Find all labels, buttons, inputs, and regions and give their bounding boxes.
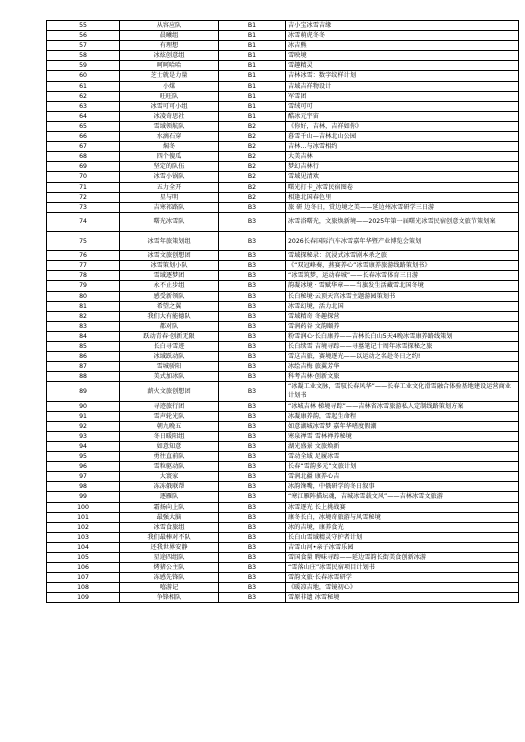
team-name-cell: 雪域领航队 [120,121,219,131]
project-title-cell: 长白山雪域精灵守护者计划 [286,532,519,542]
project-title-cell: 冰雪幻境，活力北国 [286,301,519,311]
row-number-cell: 102 [47,522,120,532]
group-cell: B3 [219,593,286,603]
table-row [47,301,519,311]
team-name-cell: 长白寻雪迹 [120,342,219,352]
team-name-cell: 小煤 [120,81,219,91]
project-title-cell: “雪落山庄”冰雪民宿项目计划书 [286,563,519,573]
project-title-cell: 冰雪萌虎冬冬 [286,31,519,41]
row-number-cell: 75 [47,231,120,250]
table-row [47,281,519,291]
group-cell: B1 [219,71,286,81]
group-cell: B3 [219,301,286,311]
row-number-cell: 69 [47,162,120,172]
team-name-cell: 冰凌奇思社 [120,111,219,121]
team-name-cell: 逐雁队 [120,492,219,502]
row-number-cell: 62 [47,91,120,101]
project-title-cell: 长白秘境·云顶天宫冰雪主题游园策划书 [286,291,519,301]
team-name-cell: 水滴石穿 [120,132,219,142]
team-name-cell: 霜扬向上队 [120,502,219,512]
project-title-cell: 科考吉林·创新文旅 [286,372,519,382]
table-row [47,121,519,131]
project-title-cell: 冰绘吉梅 旅翼芳华 [286,362,519,372]
team-name-cell: 都对队 [120,321,219,331]
group-cell: B2 [219,172,286,182]
project-title-cell: 雪动全域 足履冰雪 [286,452,519,462]
row-number-cell: 95 [47,452,120,462]
group-cell: B3 [219,281,286,291]
row-number-cell: 77 [47,261,120,271]
row-number-cell: 96 [47,462,120,472]
group-cell: B1 [219,61,286,71]
table-row [47,311,519,321]
project-title-cell: 雪韵文旅·长春冰雪研学 [286,573,519,583]
project-title-cell: 雪原非遗 冰雪秘境 [286,593,519,603]
group-cell: B1 [219,21,286,31]
table-row [47,552,519,562]
row-number-cell: 63 [47,101,120,111]
project-title-cell: 2026长春国际汽车冰雪嘉年华暨产业博览会策划 [286,231,519,250]
project-title-cell: 如意湖城冰雪梦 嘉年华嗜度假潮 [286,421,519,431]
group-cell: B3 [219,552,286,562]
group-cell: B2 [219,182,286,192]
project-title-cell: 旅 研 边冬日，赏边境之美——延边州冰雪研学三日游 [286,202,519,212]
row-number-cell: 78 [47,271,120,281]
table-row [47,411,519,421]
group-cell: B3 [219,271,286,281]
row-number-cell: 85 [47,342,120,352]
project-title-cell: 吉域吉祥物设计 [286,81,519,91]
project-title-cell: 湖光盛景 文旅焕新 [286,441,519,451]
project-title-cell: 暮雪千山—吉林北山公园 [286,132,519,142]
table-row [47,382,519,401]
table-row [47,152,519,162]
row-number-cell: 79 [47,281,120,291]
project-title-cell: 吉小宝冰雪吉缘 [286,21,519,31]
project-title-cell: 雪绒可可 [286,101,519,111]
table-row [47,41,519,51]
row-number-cell: 106 [47,563,120,573]
table-row [47,101,519,111]
project-title-cell: 雪这吉旅，赛境逐光——以运动之名赴冬日之约! [286,352,519,362]
project-title-cell: 《暖凉吉地，雪镜初心》 [286,583,519,593]
group-cell: B3 [219,311,286,321]
team-name-cell: 冰雪文旅创想团 [120,251,219,261]
team-name-cell: 冰雪小锅队 [120,172,219,182]
row-number-cell: 98 [47,482,120,492]
table-row [47,482,519,492]
group-cell: B1 [219,111,286,121]
row-number-cell: 99 [47,492,120,502]
project-title-cell: “寒江雁阵描坛魂，吉城冰雪载文风”——吉林冰雪文旅游 [286,492,519,502]
group-cell: B3 [219,441,286,451]
project-title-cell: 长春“雪韵多元”文旅计划 [286,462,519,472]
group-cell: B1 [219,81,286,91]
team-name-cell: 寻迹旅行团 [120,401,219,411]
row-number-cell: 94 [47,441,120,451]
row-number-cell: 97 [47,472,120,482]
row-number-cell: 70 [47,172,120,182]
team-name-cell: 冰雪可可小组 [120,101,219,111]
project-title-cell: “冰城吉林 梯境寻踪”——吉林省冰雪旅游私人定制线路策划方案 [286,401,519,411]
project-title-cell: “冰雪筑梦，运动春城”——长春冰雪体育三日游 [286,271,519,281]
team-name-cell: 星途四组队 [120,552,219,562]
table-row [47,542,519,552]
row-number-cell: 104 [47,542,120,552]
team-name-cell: 坚定的队伍 [120,162,219,172]
team-name-cell: 美式加冰队 [120,372,219,382]
table-row [47,331,519,341]
team-name-cell: 勇往直前队 [120,452,219,462]
project-title-cell: 雪映境 [286,51,519,61]
team-name-cell: 冰雪食旅组 [120,522,219,532]
group-cell: B2 [219,162,286,172]
team-name-cell: 冻感先锋队 [120,573,219,583]
project-title-cell: “冰凝工业文脉，雪驭长春风华”——长春工业文化滑雪融合体验基地建设运营商业计划书 [286,382,519,401]
group-cell: B3 [219,231,286,250]
group-cell: B2 [219,142,286,152]
project-title-cell: 《“双冠峰奏，燕赛养心”冰雪康养旅游线路策划书》 [286,261,519,271]
team-name-cell: 希望之翼 [120,301,219,311]
row-number-cell: 87 [47,362,120,372]
team-name-cell: 从容应队 [120,21,219,31]
row-number-cell: 55 [47,21,120,31]
team-name-cell: 雪声轮光队 [120,411,219,421]
table-row [47,532,519,542]
table-row [47,261,519,271]
group-cell: B3 [219,502,286,512]
group-cell: B3 [219,482,286,492]
entry-table-body [47,21,519,603]
group-cell: B3 [219,431,286,441]
table-row [47,573,519,583]
project-title-cell: 冰吉熊 [286,41,519,51]
row-number-cell: 80 [47,291,120,301]
project-title-cell: 雪域精奇 冬趣探营 [286,311,519,321]
project-title-cell: 雪润药谷 文韵颐养 [286,321,519,331]
group-cell: B1 [219,51,286,61]
team-name-cell: 永不止步组 [120,281,219,291]
project-title-cell: 军雪团 [286,91,519,101]
table-row [47,401,519,411]
group-cell: B3 [219,563,286,573]
group-cell: B3 [219,321,286,331]
team-name-cell: 最强大脑 [120,512,219,522]
group-cell: B2 [219,152,286,162]
row-number-cell: 83 [47,321,120,331]
table-row [47,81,519,91]
row-number-cell: 88 [47,372,120,382]
row-number-cell: 100 [47,502,120,512]
table-row [47,162,519,172]
table-row [47,231,519,250]
team-name-cell: 四个傻瓜 [120,152,219,162]
team-name-cell: 曙光冰雪队 [120,212,219,231]
table-row [47,362,519,372]
group-cell: B3 [219,251,286,261]
team-name-cell: 冬日暖阳组 [120,431,219,441]
row-number-cell: 56 [47,31,120,41]
group-cell: B3 [219,462,286,472]
team-name-cell: 雪域逐梦团 [120,271,219,281]
project-title-cell: 吉雪山河•亲子冰雪乐园 [286,542,519,552]
team-name-cell: 还我世界安静 [120,542,219,552]
table-row [47,212,519,231]
project-title-cell: 长白续雪 吉境寻踪——寻墓笔记十周年冰雪探秘之旅 [286,342,519,352]
project-title-cell: 雪国食量 聘味寻踪——延边雪韵长街美食创新冰游 [286,552,519,562]
row-number-cell: 73 [47,202,120,212]
group-cell: B3 [219,472,286,482]
table-row [47,421,519,431]
table-row [47,132,519,142]
table-row [47,522,519,532]
team-name-cell: 薪火文旅创想团 [120,382,219,401]
group-cell: B2 [219,132,286,142]
row-number-cell: 92 [47,421,120,431]
table-row [47,202,519,212]
project-title-cell: 吉林冰雪：数字纹样计划 [286,71,519,81]
group-cell: B2 [219,121,286,131]
team-name-cell: 冻冻俄联帮 [120,482,219,492]
team-name-cell: 芝士就是力量 [120,71,219,81]
team-name-cell: 感受新领队 [120,291,219,301]
project-title-cell: 韵凝冰境 · 雪赋华章——当旗发生活藏雪北国冬境 [286,281,519,291]
table-row [47,431,519,441]
row-number-cell: 82 [47,311,120,321]
group-cell: B1 [219,31,286,41]
team-name-cell: 呵呵哈哈 [120,61,219,71]
group-cell: B3 [219,522,286,532]
project-title-cell: 冰凝康养韵，雪起生命程 [286,411,519,421]
group-cell: B3 [219,532,286,542]
table-row [47,182,519,192]
group-cell: B3 [219,542,286,552]
team-name-cell: 星与明 [120,192,219,202]
project-title-cell: 吉林…与冰雪相约 [286,142,519,152]
row-number-cell: 101 [47,512,120,522]
row-number-cell: 107 [47,573,120,583]
table-row [47,192,519,202]
team-name-cell: 旺旺队 [120,91,219,101]
group-cell: B2 [219,192,286,202]
project-title-cell: 寒泉禅雪 雪林禅养秘境 [286,431,519,441]
table-row [47,452,519,462]
team-name-cell: 嘻游记 [120,583,219,593]
team-name-cell: 大寰家 [120,472,219,482]
row-number-cell: 86 [47,352,120,362]
row-number-cell: 91 [47,411,120,421]
group-cell: B3 [219,372,286,382]
table-row [47,342,519,352]
team-name-cell: 争锋相队 [120,593,219,603]
row-number-cell: 60 [47,71,120,81]
team-name-cell: 烤猪公主队 [120,563,219,573]
table-row [47,142,519,152]
team-name-cell: 有理想 [120,41,219,51]
table-row [47,583,519,593]
project-title-cell: 雪域见清欢 [286,172,519,182]
project-title-cell: 冰韵馋嘴，中俄研学的冬日叙事 [286,482,519,492]
table-row [47,31,519,41]
row-number-cell: 66 [47,132,120,142]
project-title-cell: 雪趣精灵 [286,61,519,71]
project-title-cell: 相逢北国春色里 [286,192,519,202]
project-title-cell: 曙光打卡_冰雪民宿图卷 [286,182,519,192]
table-row [47,462,519,472]
project-title-cell: 康冬长白，冰境奇旅游与风雪秘境 [286,512,519,522]
group-cell: B3 [219,212,286,231]
table-row [47,251,519,261]
row-number-cell: 65 [47,121,120,131]
group-cell: B3 [219,342,286,352]
row-number-cell: 71 [47,182,120,192]
group-cell: B3 [219,382,286,401]
group-cell: B3 [219,401,286,411]
group-cell: B1 [219,91,286,101]
group-cell: B3 [219,512,286,522]
group-cell: B3 [219,573,286,583]
table-row [47,472,519,482]
group-cell: B3 [219,202,286,212]
row-number-cell: 103 [47,532,120,542]
team-name-cell: 雪粒驱动队 [120,462,219,472]
project-title-cell: 冰的吉境，康养食光 [286,522,519,532]
row-number-cell: 93 [47,431,120,441]
row-number-cell: 67 [47,142,120,152]
group-cell: B3 [219,352,286,362]
group-cell: B3 [219,291,286,301]
project-title-cell: 雪润北疆 康养心吉 [286,472,519,482]
table-row [47,502,519,512]
table-row [47,492,519,502]
table-row [47,172,519,182]
team-name-cell: 焖冬 [120,142,219,152]
table-row [47,21,519,31]
row-number-cell: 81 [47,301,120,311]
table-row [47,271,519,281]
group-cell: B3 [219,583,286,593]
team-name-cell: 晨曦组 [120,31,219,41]
row-number-cell: 68 [47,152,120,162]
row-number-cell: 84 [47,331,120,341]
row-number-cell: 72 [47,192,120,202]
row-number-cell: 74 [47,212,120,231]
table-row [47,563,519,573]
group-cell: B3 [219,331,286,341]
group-cell: B3 [219,492,286,502]
team-name-cell: 五力全开 [120,182,219,192]
group-cell: B3 [219,261,286,271]
team-name-cell: 我们最棒对不队 [120,532,219,542]
team-name-cell: 冰雪年旅策划组 [120,231,219,250]
project-title-cell: 冰雪逐光 长上挑战赛 [286,502,519,512]
row-number-cell: 64 [47,111,120,121]
table-row [47,51,519,61]
row-number-cell: 76 [47,251,120,261]
project-title-cell: 《你好，吉林，吉祥如你》 [286,121,519,131]
group-cell: B1 [219,41,286,51]
entry-table [46,20,519,603]
row-number-cell: 105 [47,552,120,562]
group-cell: B3 [219,421,286,431]
table-row [47,321,519,331]
table-row [47,441,519,451]
team-name-cell: 冰雪策划小队 [120,261,219,271]
row-number-cell: 57 [47,41,120,51]
team-name-cell: 跃动青春·创新无限 [120,331,219,341]
project-title-cell: 酷冰元宇宙 [286,111,519,121]
row-number-cell: 61 [47,81,120,91]
row-number-cell: 90 [47,401,120,411]
team-name-cell: 冰域跃动队 [120,352,219,362]
group-cell: B3 [219,452,286,462]
table-row [47,352,519,362]
table-row [47,111,519,121]
table-row [47,71,519,81]
project-title-cell: 梦幻吉林行 [286,162,519,172]
row-number-cell: 58 [47,51,120,61]
project-title-cell: 雪域探秘录：沉浸式冰雪剧本杀之旅 [286,251,519,261]
group-cell: B1 [219,101,286,111]
team-name-cell: 如意知意 [120,441,219,451]
table-row [47,512,519,522]
team-name-cell: 吉寒祁路队 [120,202,219,212]
row-number-cell: 89 [47,382,120,401]
table-row [47,372,519,382]
table-row [47,91,519,101]
table-row [47,61,519,71]
team-name-cell: 朝九晚五 [120,421,219,431]
row-number-cell: 108 [47,583,120,593]
group-cell: B3 [219,411,286,421]
project-title-cell: 冰雪浴曙光，文旅焕新境——2025年第一届曙光冰雪民宿创意文旅节策划案 [286,212,519,231]
project-title-cell: 粉雪润心·长白康养——吉林长白山5天4晚冰雪康养路线策划 [286,331,519,341]
row-number-cell: 109 [47,593,120,603]
row-number-cell: 59 [47,61,120,71]
team-name-cell: 冰炫创意组 [120,51,219,61]
group-cell: B3 [219,362,286,372]
table-row [47,593,519,603]
team-name-cell: 雪城骄阳 [120,362,219,372]
project-title-cell: 大美吉林 [286,152,519,162]
table-row [47,291,519,301]
team-name-cell: 我们大有能德队 [120,311,219,321]
